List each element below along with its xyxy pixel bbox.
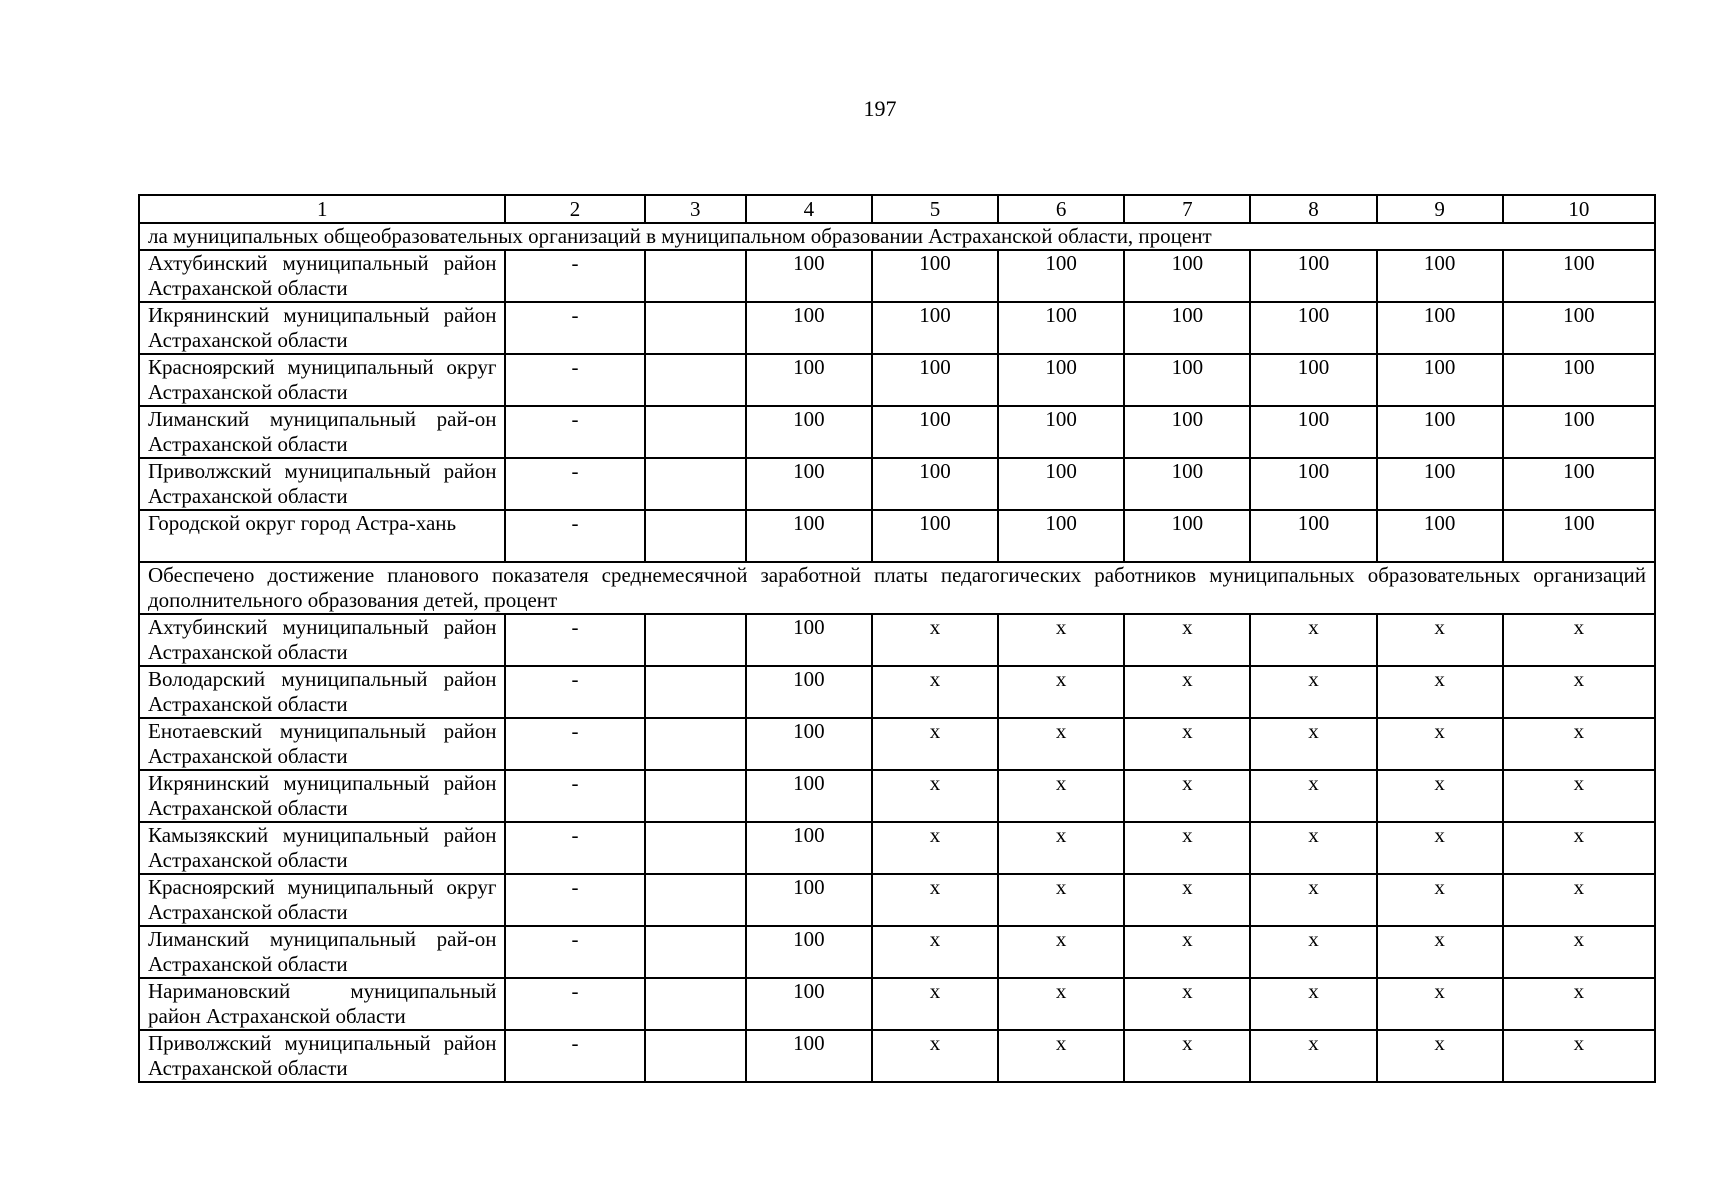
value-cell: х (1124, 770, 1250, 822)
column-header: 2 (505, 195, 644, 223)
value-cell: х (1250, 614, 1376, 666)
table-row (139, 458, 1655, 510)
value-cell: х (1503, 666, 1655, 718)
section-title-row (139, 562, 1655, 614)
column-header: 9 (1377, 195, 1503, 223)
value-cell: - (505, 1030, 644, 1082)
value-cell: х (998, 666, 1124, 718)
value-cell: 100 (746, 614, 872, 666)
value-cell: 100 (1250, 302, 1376, 354)
value-cell (645, 302, 746, 354)
value-cell: х (1124, 614, 1250, 666)
value-cell: 100 (1124, 354, 1250, 406)
value-cell (645, 1030, 746, 1082)
municipality-name-cell: Красноярский муниципальный округ Астраханской области (139, 874, 505, 926)
value-cell: х (998, 822, 1124, 874)
value-cell: х (998, 718, 1124, 770)
value-cell: х (1503, 614, 1655, 666)
value-cell: х (1250, 770, 1376, 822)
municipality-name-cell: Ахтубинский муниципальный район Астраханской области (139, 614, 505, 666)
table-row (139, 1030, 1655, 1082)
table-row (139, 822, 1655, 874)
value-cell: 100 (998, 250, 1124, 302)
value-cell: 100 (1250, 458, 1376, 510)
value-cell: - (505, 822, 644, 874)
value-cell (645, 978, 746, 1030)
value-cell: 100 (1503, 458, 1655, 510)
value-cell: 100 (1377, 458, 1503, 510)
value-cell: 100 (998, 458, 1124, 510)
value-cell: 100 (1377, 510, 1503, 562)
table-row (139, 666, 1655, 718)
value-cell: 100 (872, 250, 998, 302)
municipality-name-cell: Красноярский муниципальный округ Астраханской области (139, 354, 505, 406)
value-cell: 100 (998, 510, 1124, 562)
value-cell: х (1377, 926, 1503, 978)
value-cell: х (1377, 1030, 1503, 1082)
value-cell: 100 (1503, 250, 1655, 302)
value-cell: х (1124, 718, 1250, 770)
value-cell: х (1250, 822, 1376, 874)
value-cell: х (1377, 822, 1503, 874)
value-cell: 100 (1124, 510, 1250, 562)
municipality-name-cell: Приволжский муниципальный район Астраханской области (139, 1030, 505, 1082)
municipality-name-cell: Приволжский муниципальный район Астраханской области (139, 458, 505, 510)
municipality-name-cell: Икрянинский муниципальный район Астраханской области (139, 770, 505, 822)
value-cell: 100 (872, 354, 998, 406)
value-cell: 100 (746, 666, 872, 718)
table-row (139, 354, 1655, 406)
value-cell: х (1250, 718, 1376, 770)
value-cell: 100 (746, 302, 872, 354)
value-cell: х (1124, 926, 1250, 978)
data-table (138, 194, 1656, 1083)
value-cell: - (505, 406, 644, 458)
municipality-name-cell: Володарский муниципальный район Астраханской области (139, 666, 505, 718)
column-header: 6 (998, 195, 1124, 223)
value-cell: - (505, 666, 644, 718)
value-cell: х (1250, 926, 1376, 978)
value-cell: х (1377, 666, 1503, 718)
value-cell: х (1250, 666, 1376, 718)
value-cell: - (505, 510, 644, 562)
value-cell: 100 (1503, 354, 1655, 406)
value-cell: 100 (1250, 510, 1376, 562)
value-cell: х (1377, 978, 1503, 1030)
value-cell: х (1124, 1030, 1250, 1082)
value-cell: 100 (998, 354, 1124, 406)
value-cell: - (505, 302, 644, 354)
value-cell: 100 (746, 250, 872, 302)
table-row (139, 926, 1655, 978)
table-body (139, 195, 1655, 1082)
value-cell: 100 (1124, 302, 1250, 354)
value-cell: 100 (1503, 510, 1655, 562)
value-cell: 100 (746, 874, 872, 926)
column-header: 3 (645, 195, 746, 223)
value-cell: 100 (872, 510, 998, 562)
value-cell: 100 (1124, 458, 1250, 510)
value-cell (645, 250, 746, 302)
value-cell: х (1377, 718, 1503, 770)
value-cell (645, 926, 746, 978)
value-cell: х (872, 770, 998, 822)
municipality-name-cell: Городской округ город Астра-хань (139, 510, 505, 562)
value-cell: - (505, 250, 644, 302)
value-cell: 100 (1250, 354, 1376, 406)
value-cell (645, 666, 746, 718)
table-row (139, 406, 1655, 458)
value-cell: 100 (746, 458, 872, 510)
value-cell: 100 (1377, 250, 1503, 302)
value-cell (645, 354, 746, 406)
value-cell: х (872, 614, 998, 666)
value-cell: х (1377, 614, 1503, 666)
municipality-name-cell: Наримановский муниципальный район Астраханской области (139, 978, 505, 1030)
table-row (139, 510, 1655, 562)
value-cell (645, 458, 746, 510)
value-cell (645, 822, 746, 874)
value-cell: 100 (746, 510, 872, 562)
value-cell: 100 (746, 718, 872, 770)
value-cell: - (505, 978, 644, 1030)
value-cell: 100 (746, 770, 872, 822)
value-cell: х (1124, 666, 1250, 718)
value-cell: 100 (1124, 250, 1250, 302)
value-cell: х (1503, 718, 1655, 770)
value-cell: 100 (1503, 302, 1655, 354)
value-cell: 100 (872, 458, 998, 510)
value-cell: х (1503, 926, 1655, 978)
value-cell: - (505, 354, 644, 406)
value-cell: - (505, 718, 644, 770)
value-cell: х (872, 666, 998, 718)
value-cell (645, 718, 746, 770)
value-cell: 100 (746, 406, 872, 458)
value-cell: 100 (746, 926, 872, 978)
column-header: 5 (872, 195, 998, 223)
value-cell: х (1250, 1030, 1376, 1082)
value-cell: 100 (1377, 302, 1503, 354)
table-row (139, 614, 1655, 666)
value-cell: - (505, 458, 644, 510)
value-cell: х (998, 770, 1124, 822)
value-cell: 100 (746, 1030, 872, 1082)
value-cell: х (1377, 770, 1503, 822)
value-cell: 100 (746, 978, 872, 1030)
column-header: 1 (139, 195, 505, 223)
value-cell: х (872, 1030, 998, 1082)
value-cell: х (872, 926, 998, 978)
table-header-row (139, 195, 1655, 223)
value-cell: х (872, 874, 998, 926)
value-cell (645, 510, 746, 562)
value-cell: 100 (872, 406, 998, 458)
value-cell: - (505, 614, 644, 666)
value-cell: х (998, 874, 1124, 926)
table-row (139, 770, 1655, 822)
value-cell: х (998, 1030, 1124, 1082)
value-cell: 100 (998, 302, 1124, 354)
value-cell (645, 614, 746, 666)
value-cell: х (872, 822, 998, 874)
municipality-name-cell: Икрянинский муниципальный район Астраханской области (139, 302, 505, 354)
value-cell: 100 (998, 406, 1124, 458)
value-cell: х (872, 978, 998, 1030)
value-cell: х (998, 614, 1124, 666)
value-cell: х (998, 978, 1124, 1030)
value-cell: 100 (746, 354, 872, 406)
page-number: 197 (863, 96, 897, 121)
column-header: 4 (746, 195, 872, 223)
value-cell: 100 (872, 302, 998, 354)
value-cell: х (1124, 822, 1250, 874)
section-title: ла муниципальных общеобразовательных организаций в муниципальном образовании Астраханской области, процент (139, 223, 1655, 250)
value-cell: х (1503, 1030, 1655, 1082)
table-row (139, 874, 1655, 926)
value-cell (645, 770, 746, 822)
value-cell: х (1377, 874, 1503, 926)
value-cell: - (505, 874, 644, 926)
value-cell: 100 (1503, 406, 1655, 458)
value-cell: х (1124, 874, 1250, 926)
municipality-name-cell: Ахтубинский муниципальный район Астраханской области (139, 250, 505, 302)
section-title-row (139, 223, 1655, 250)
column-header: 8 (1250, 195, 1376, 223)
table-row (139, 978, 1655, 1030)
column-header: 7 (1124, 195, 1250, 223)
value-cell: х (998, 926, 1124, 978)
column-header: 10 (1503, 195, 1655, 223)
value-cell: х (872, 718, 998, 770)
value-cell: 100 (746, 822, 872, 874)
value-cell: 100 (1377, 354, 1503, 406)
value-cell: - (505, 770, 644, 822)
value-cell: 100 (1250, 250, 1376, 302)
table-row (139, 302, 1655, 354)
value-cell: 100 (1377, 406, 1503, 458)
table-row (139, 250, 1655, 302)
value-cell: х (1250, 978, 1376, 1030)
municipality-name-cell: Камызякский муниципальный район Астраханской области (139, 822, 505, 874)
value-cell: х (1503, 978, 1655, 1030)
municipality-name-cell: Лиманский муниципальный рай-он Астраханской области (139, 926, 505, 978)
section-title: Обеспечено достижение планового показателя среднемесячной заработной платы педагогических работников муниципальных образовательных организаций дополнительного образования детей, процент (139, 562, 1655, 614)
value-cell: х (1503, 770, 1655, 822)
value-cell: - (505, 926, 644, 978)
value-cell: х (1503, 874, 1655, 926)
value-cell: х (1250, 874, 1376, 926)
table-row (139, 718, 1655, 770)
value-cell (645, 874, 746, 926)
municipality-name-cell: Енотаевский муниципальный район Астраханской области (139, 718, 505, 770)
value-cell: х (1124, 978, 1250, 1030)
value-cell: 100 (1250, 406, 1376, 458)
value-cell: х (1503, 822, 1655, 874)
value-cell (645, 406, 746, 458)
value-cell: 100 (1124, 406, 1250, 458)
municipality-name-cell: Лиманский муниципальный рай-он Астраханской области (139, 406, 505, 458)
